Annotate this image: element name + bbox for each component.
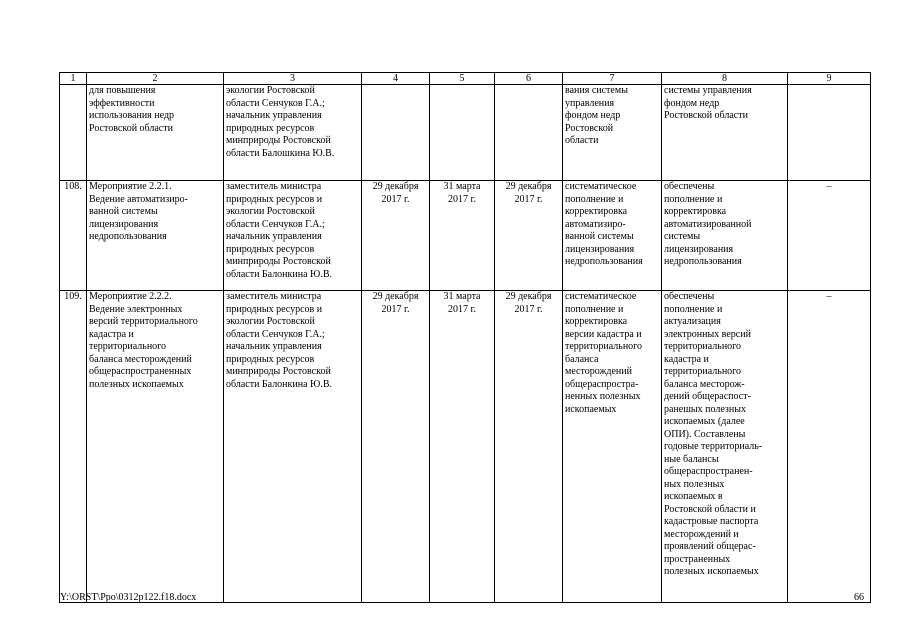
header-cell: 6 <box>495 73 563 85</box>
table-row-108 <box>60 181 871 291</box>
start-date-cell: 29 декабря 2017 г. <box>362 181 430 291</box>
expected-result-cell: систематическое пополнение и корректировка автоматизиро- ванной системы лицензирования недропользования <box>563 181 662 291</box>
measure-name-cell: для повышения эффективности использования недр Ростовской области <box>87 85 224 181</box>
executor-cell: заместитель министра природных ресурсов и экологии Ростовской области Сенчуков Г.А.; начальник управления природных ресурсов минприроды Ростовской области Балонкина Ю.В. <box>224 181 362 291</box>
plan-date-cell: 29 декабря 2017 г. <box>495 181 563 291</box>
end-date-cell <box>430 85 495 181</box>
end-date-cell: 31 марта 2017 г. <box>430 291 495 603</box>
measure-name-cell: Мероприятие 2.2.2. Ведение электронных версий территориального кадастра и территориального баланса месторождений общераспространенных полезных ископаемых <box>87 291 224 603</box>
header-cell: 7 <box>563 73 662 85</box>
executor-cell: заместитель министра природных ресурсов и экологии Ростовской области Сенчуков Г.А.; начальник управления природных ресурсов минприроды Ростовской области Балонкина Ю.В. <box>224 291 362 603</box>
header-cell: 8 <box>662 73 788 85</box>
row-number-cell: 108. <box>60 181 87 291</box>
table-header-row <box>60 73 871 85</box>
header-cell: 3 <box>224 73 362 85</box>
header-cell: 2 <box>87 73 224 85</box>
problems-cell: – <box>788 181 871 291</box>
table-row-109 <box>60 291 871 603</box>
plan-date-cell <box>495 85 563 181</box>
actual-result-cell: обеспечены пополнение и корректировка автоматизированной системы лицензирования недропользования <box>662 181 788 291</box>
measure-name-cell: Мероприятие 2.2.1. Ведение автоматизиро- ванной системы лицензирования недропользования <box>87 181 224 291</box>
actual-result-cell: системы управления фондом недр Ростовской области <box>662 85 788 181</box>
header-cell: 9 <box>788 73 871 85</box>
start-date-cell: 29 декабря 2017 г. <box>362 291 430 603</box>
footer-file-path: Y:\ORST\Ppo\0312p122.f18.docx <box>60 592 197 603</box>
document-sheet <box>59 72 870 603</box>
plan-date-cell: 29 декабря 2017 г. <box>495 291 563 603</box>
expected-result-cell: систематическое пополнение и корректировка версии кадастра и территориального баланса месторождений общераспростра- ненных полезных ископаемых <box>563 291 662 603</box>
row-number-cell <box>60 85 87 181</box>
header-cell: 1 <box>60 73 87 85</box>
report-table <box>59 72 871 603</box>
actual-result-cell: обеспечены пополнение и актуализация электронных версий территориального кадастра и территориального баланса месторож- дений общераспост- ранешых полезных ископаемых (далее ОПИ). Составлены годовые территориаль- ные балансы общераспространен- ных полезных ископаемых в Ростовской области и кадастровые паспорта месторождений и проявлений общерас- пространенных полезных ископаемых <box>662 291 788 603</box>
header-cell: 5 <box>430 73 495 85</box>
problems-cell <box>788 85 871 181</box>
start-date-cell <box>362 85 430 181</box>
end-date-cell: 31 марта 2017 г. <box>430 181 495 291</box>
expected-result-cell: вания системы управления фондом недр Ростовской области <box>563 85 662 181</box>
executor-cell: экологии Ростовской области Сенчуков Г.А.; начальник управления природных ресурсов минприроды Ростовской области Балошкина Ю.В. <box>224 85 362 181</box>
problems-cell: – <box>788 291 871 603</box>
header-cell: 4 <box>362 73 430 85</box>
page-number: 66 <box>854 592 864 603</box>
row-number-cell: 109. <box>60 291 87 603</box>
table-row-continuation <box>60 85 871 181</box>
